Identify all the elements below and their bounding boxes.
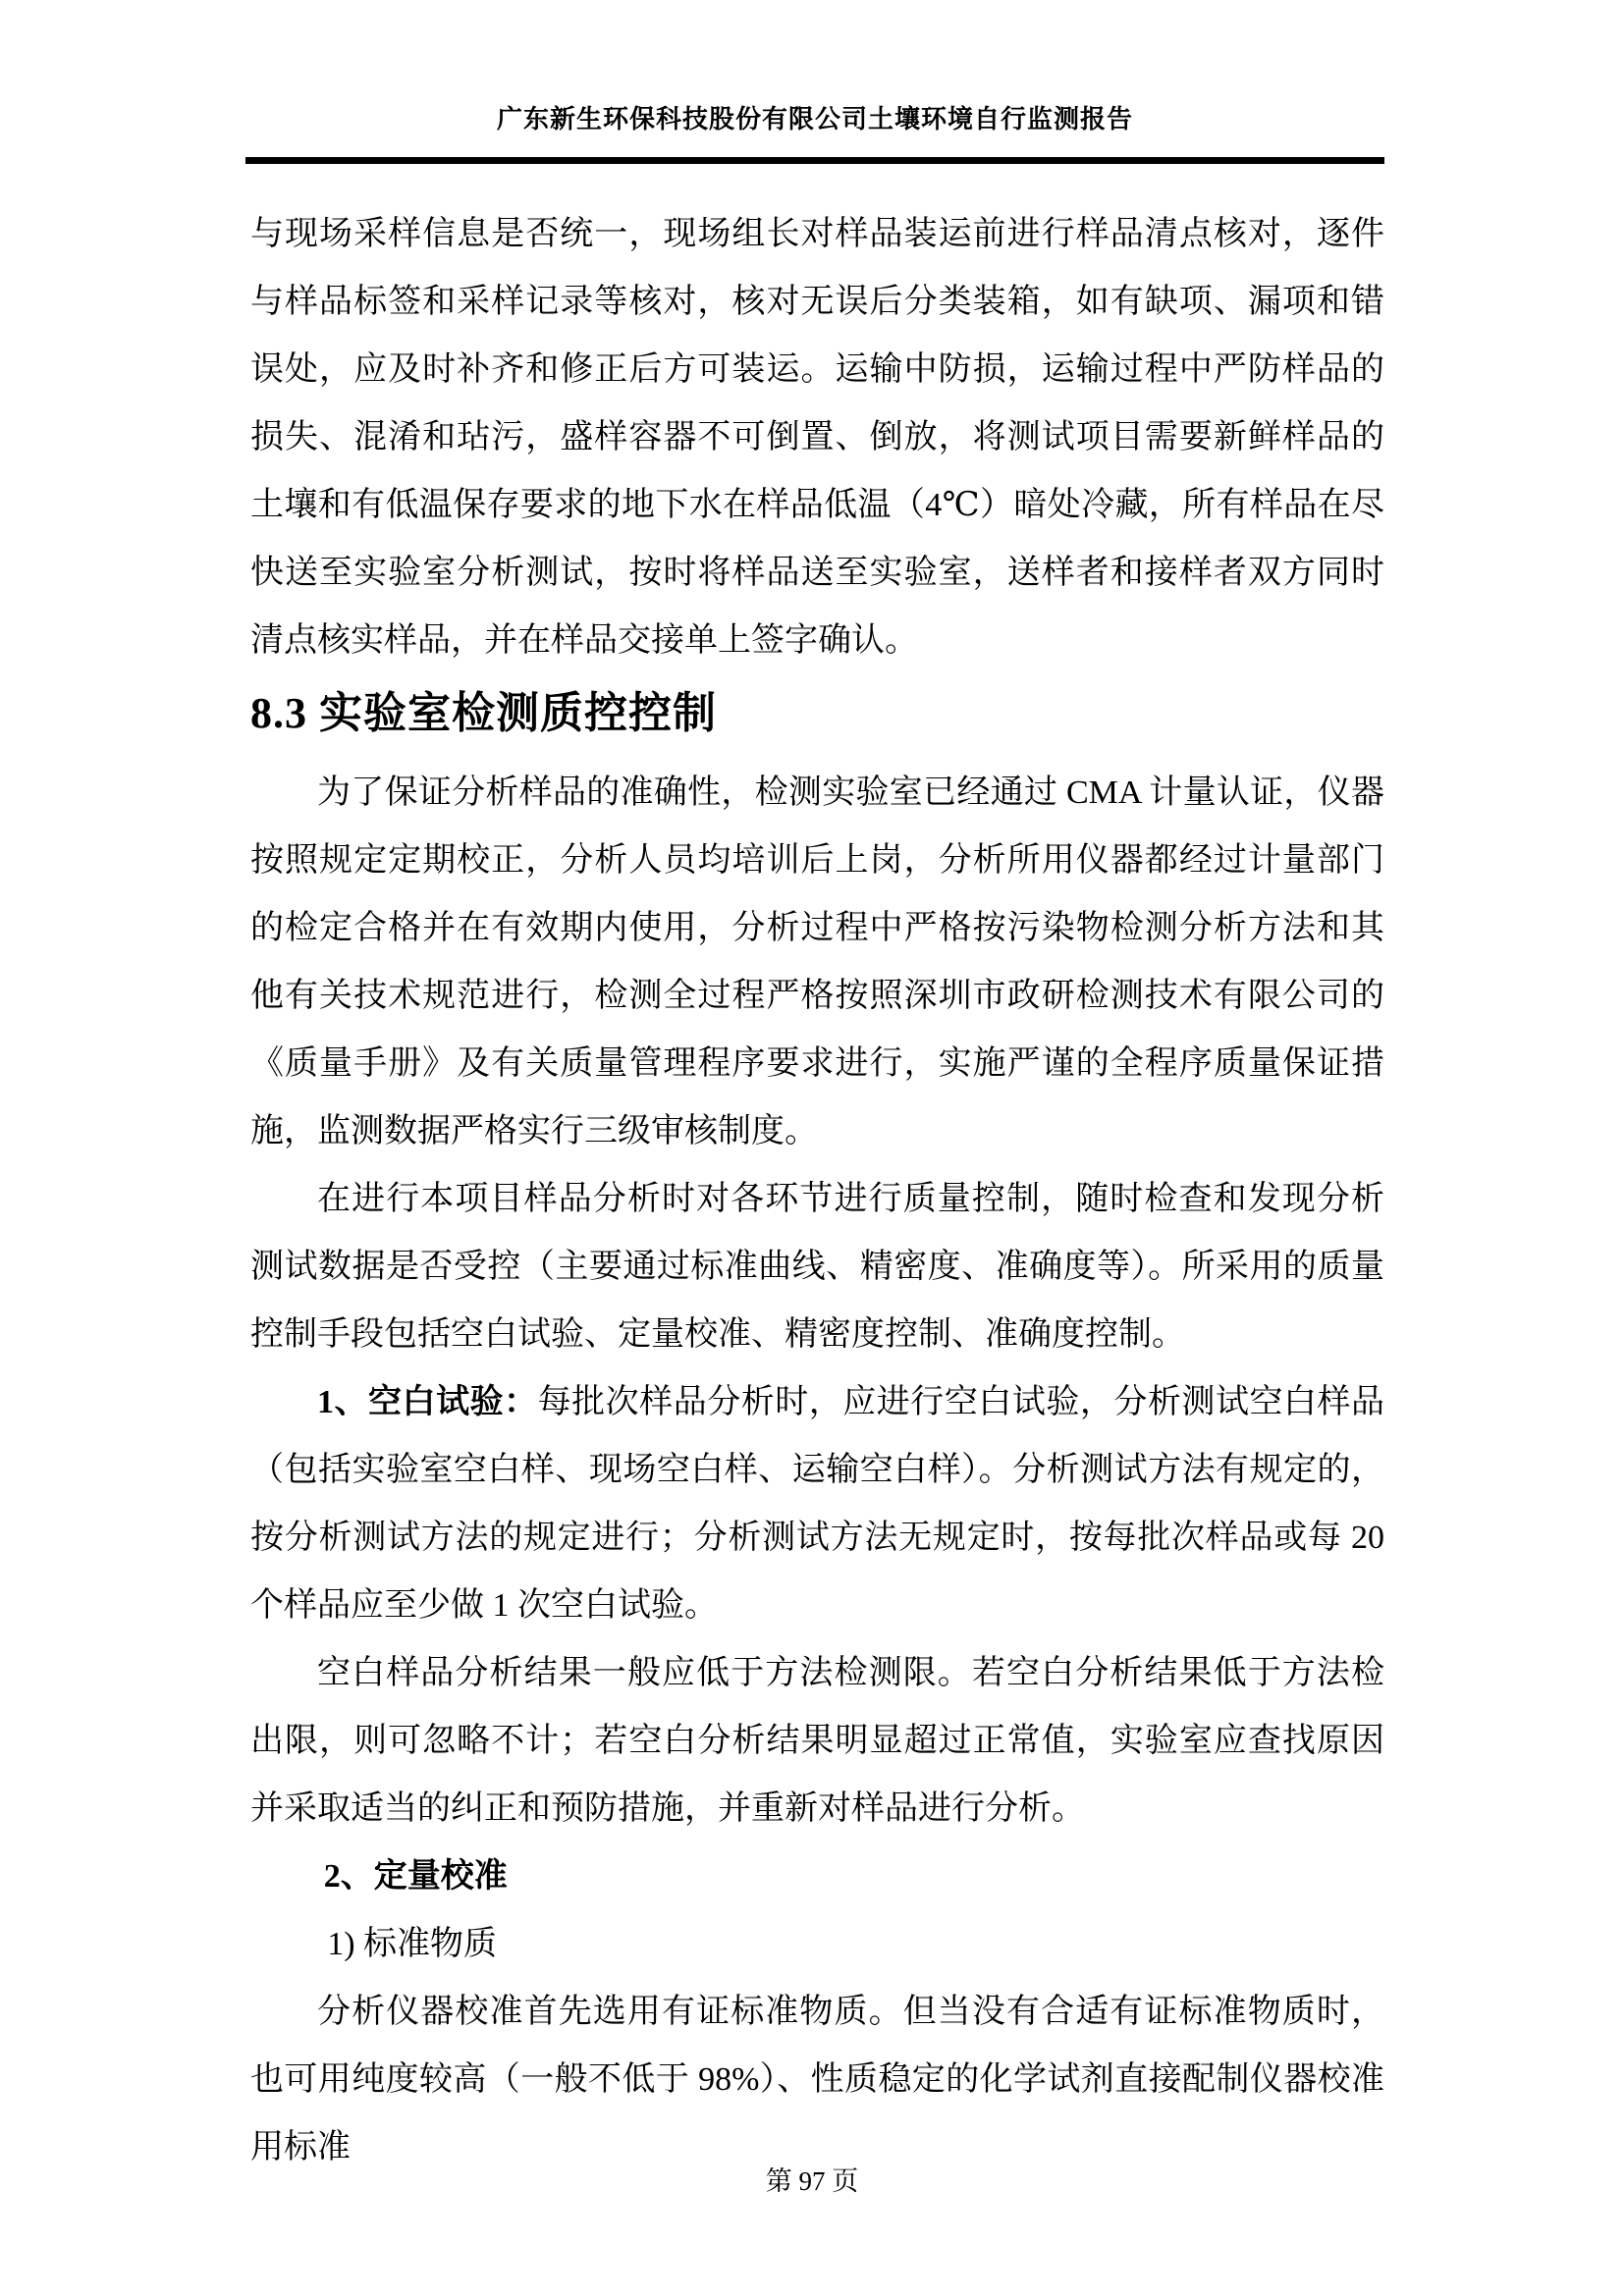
paragraph-blank-result: 空白样品分析结果一般应低于方法检测限。若空白分析结果低于方法检出限，则可忽略不计；若空白分析结果明显超过正常值，实验室应查找原因并采取适当的纠正和预防措施，并重新对样品进行分析。 [250, 1655, 1384, 1827]
paragraph-blank-test [250, 1368, 1384, 1639]
document-body [250, 200, 1384, 2181]
paragraph-standard-substance: 分析仪器校准首先选用有证标准物质。但当没有合适有证标准物质时，也可用纯度较高（一般不低于 98%）、性质稳定的化学试剂直接配制仪器校准用标准 [250, 1994, 1384, 2165]
paragraph-lab-quality: 为了保证分析样品的准确性，检测实验室已经通过 CMA 计量认证，仪器按照规定定期校正，分析人员均培训后上岗，分析所用仪器都经过计量部门的检定合格并在有效期内使用，分析过程中严格按污染物检测分析方法和其他有关技术规范进行，检测全过程严格按照深圳市政研检测技术有限公司的《质量手册》及有关质量管理程序要求进行，实施严谨的全程序质量保证措施，监测数据严格实行三级审核制度。 [250, 774, 1384, 1149]
section-heading-8-3: 8.3 实验室检测质控控制 [250, 689, 717, 737]
blank-test-text: 每批次样品分析时，应进行空白试验，分析测试空白样品（包括实验室空白样、现场空白样、运输空白样）。分析测试方法有规定的，按分析测试方法的规定进行；分析测试方法无规定时，按每批次样品或每 20 个样品应至少做 1 次空白试验。 [250, 1384, 1385, 1624]
subheading-quantitative-calibration: 2、定量校准 [323, 1858, 508, 1895]
blank-test-label: 1、空白试验： [317, 1384, 538, 1420]
header-rule [245, 157, 1384, 164]
page-number: 第 97 页 [765, 2166, 859, 2196]
subheading-standard-substance: 1) 标准物质 [327, 1926, 498, 1962]
paragraph-quality-control: 在进行本项目样品分析时对各环节进行质量控制，随时检查和发现分析测试数据是否受控（主要通过标准曲线、精密度、准确度等）。所采用的质量控制手段包括空白试验、定量校准、精密度控制、准确度控制。 [250, 1181, 1384, 1353]
header-title: 广东新生环保科技股份有限公司土壤环境自行监测报告 [496, 105, 1133, 133]
page-header [245, 0, 1384, 164]
paragraph-sample-transport: 与现场采样信息是否统一，现场组长对样品装运前进行样品清点核对，逐件与样品标签和采样记录等核对，核对无误后分类装箱，如有缺项、漏项和错误处，应及时补齐和修正后方可装运。运输中防损，运输过程中严防样品的损失、混淆和玷污，盛样容器不可倒置、倒放，将测试项目需要新鲜样品的土壤和有低温保存要求的地下水在样品低温（4℃）暗处冷藏，所有样品在尽快送至实验室分析测试，按时将样品送至实验室，送样者和接样者双方同时清点核实样品，并在样品交接单上签字确认。 [250, 216, 1384, 659]
page-footer [0, 2163, 1624, 2199]
